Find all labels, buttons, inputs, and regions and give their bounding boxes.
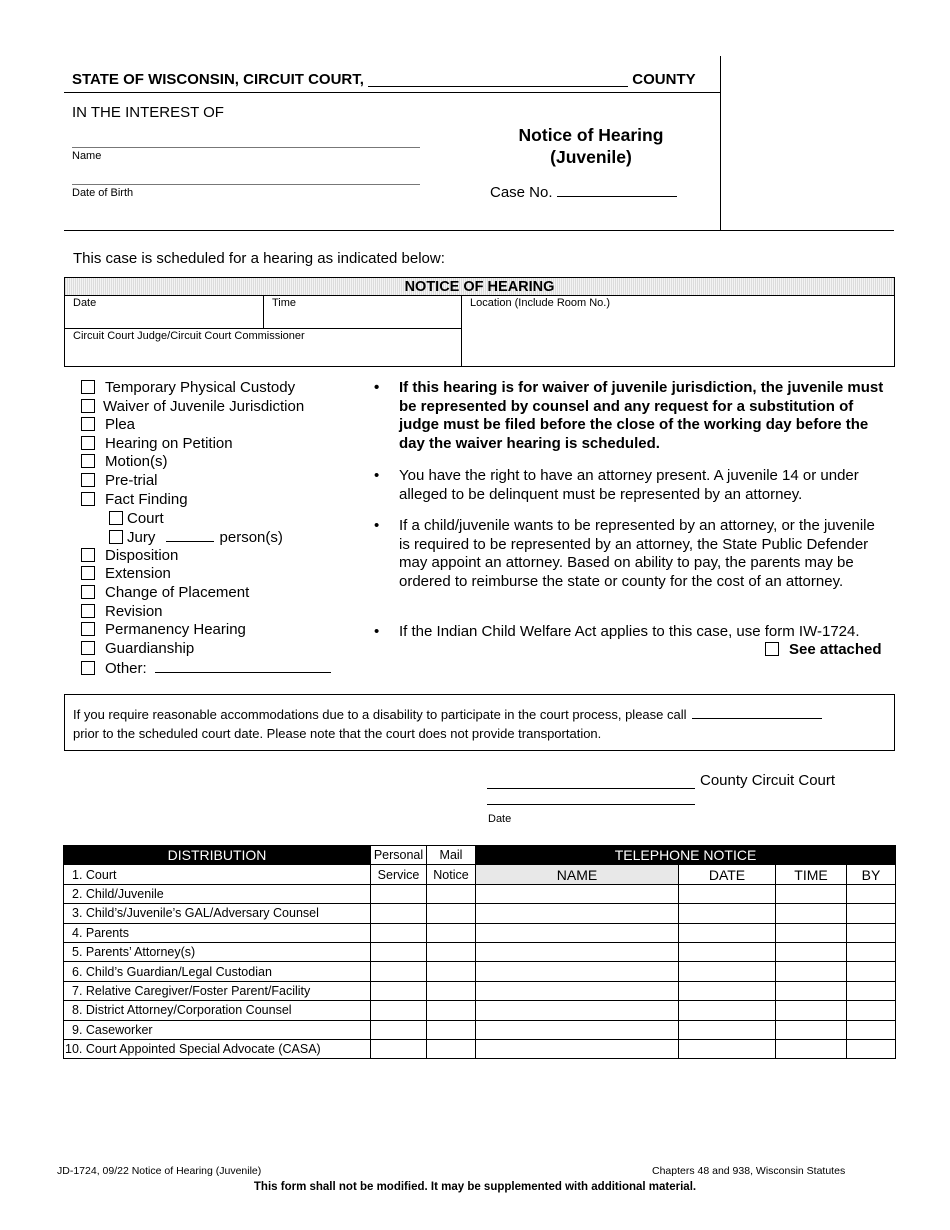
distribution-recipient: 2. Child/Juvenile xyxy=(64,884,371,903)
option-motions[interactable] xyxy=(81,453,168,471)
phone-by-cell[interactable] xyxy=(847,884,896,903)
phone-by-cell[interactable] xyxy=(847,962,896,981)
bullet-icon: • xyxy=(374,467,380,484)
distribution-recipient: 4. Parents xyxy=(64,923,371,942)
mail-notice-header-2: Notice xyxy=(427,865,476,884)
phone-time-cell[interactable] xyxy=(776,884,847,903)
accommodations-box xyxy=(64,694,895,751)
table-row xyxy=(64,962,896,981)
hearing-box xyxy=(64,277,895,367)
personal-service-cell[interactable] xyxy=(371,923,427,942)
distribution-recipient: 3. Child’s/Juvenile’s GAL/Adversary Counsel xyxy=(64,904,371,923)
personal-service-cell[interactable] xyxy=(371,1020,427,1039)
personal-service-header-2: Service xyxy=(371,865,427,884)
phone-name-cell[interactable] xyxy=(476,942,679,961)
accommodations-line1 xyxy=(73,705,894,724)
option-label: Extension xyxy=(105,565,171,582)
see-attached-label: See attached xyxy=(789,641,882,658)
checkbox[interactable] xyxy=(81,604,95,618)
case-no-field[interactable] xyxy=(557,183,677,197)
phone-time-cell[interactable] xyxy=(776,981,847,1000)
dob-field[interactable] xyxy=(72,184,420,185)
hearing-location-field[interactable] xyxy=(462,296,894,366)
county-name-field[interactable] xyxy=(368,71,628,87)
hearing-date-field[interactable] xyxy=(65,296,263,328)
time-column-header: TIME xyxy=(776,865,847,884)
header-bottom-rule xyxy=(64,230,894,231)
option-hearing-on-petition[interactable] xyxy=(81,435,233,453)
phone-name-cell[interactable] xyxy=(476,1039,679,1058)
checkbox[interactable] xyxy=(81,399,95,413)
by-column-header: BY xyxy=(847,865,896,884)
option-label: Plea xyxy=(105,416,136,433)
mail-notice-cell[interactable] xyxy=(427,981,476,1000)
phone-name-cell[interactable] xyxy=(476,904,679,923)
notice-waiver-text: If this hearing is for waiver of juvenile jurisdiction, the juvenile must be represented by counsel and any request for a substitution of judge must be filed before the close of the working day before the day the waiver hearing is scheduled. xyxy=(399,379,884,452)
checkbox[interactable] xyxy=(81,641,95,655)
dob-caption: Date of Birth xyxy=(72,187,134,199)
personal-service-cell[interactable] xyxy=(371,962,427,981)
court-prefix: STATE OF WISCONSIN, CIRCUIT COURT, xyxy=(72,71,364,88)
option-temporary-physical-custody[interactable] xyxy=(81,379,295,397)
mail-notice-cell[interactable] xyxy=(427,923,476,942)
personal-service-cell[interactable] xyxy=(371,904,427,923)
phone-by-cell[interactable] xyxy=(847,923,896,942)
phone-by-cell[interactable] xyxy=(847,904,896,923)
option-label: Motion(s) xyxy=(105,453,168,470)
form-title-line1: Notice of Hearing xyxy=(518,125,664,145)
mail-notice-cell[interactable] xyxy=(427,1039,476,1058)
table-row xyxy=(64,1001,896,1020)
personal-service-cell[interactable] xyxy=(371,884,427,903)
option-label: Other: xyxy=(105,660,147,677)
name-caption: Name xyxy=(72,150,102,162)
phone-time-cell[interactable] xyxy=(776,1001,847,1020)
option-guardianship[interactable] xyxy=(81,640,194,658)
phone-date-cell[interactable] xyxy=(679,1020,776,1039)
option-label: Permanency Hearing xyxy=(105,621,246,638)
option-label: Hearing on Petition xyxy=(105,435,233,452)
table-row xyxy=(64,1039,896,1058)
phone-by-cell[interactable] xyxy=(847,942,896,961)
phone-date-cell[interactable] xyxy=(679,962,776,981)
phone-time-cell[interactable] xyxy=(776,962,847,981)
case-number xyxy=(490,183,677,201)
option-other[interactable] xyxy=(81,659,331,678)
notice-public-defender-text: If a child/juvenile wants to be represented by an attorney, or the juvenile is required to be represented by an attorney, the State Public Defender may appoint an attorney. Based on ability to pay, the parents may be ordered to reimburse the state or county for the cost of an attorney. xyxy=(399,517,875,590)
case-no-label: Case No. xyxy=(490,184,553,201)
option-label: Fact Finding xyxy=(105,491,188,508)
phone-date-cell[interactable] xyxy=(679,942,776,961)
phone-date-cell[interactable] xyxy=(679,904,776,923)
table-row xyxy=(64,942,896,961)
see-attached-option[interactable] xyxy=(765,641,882,659)
phone-name-cell[interactable] xyxy=(476,1020,679,1039)
accommodations-line2: prior to the scheduled court date. Please note that the court does not provide transportation. xyxy=(73,726,602,741)
hearing-judge-field[interactable] xyxy=(65,329,461,366)
jury-count-field[interactable] xyxy=(166,528,214,542)
distribution-recipient: 8. District Attorney/Corporation Counsel xyxy=(64,1001,371,1020)
personal-service-cell[interactable] xyxy=(371,1039,427,1058)
option-pre-trial[interactable] xyxy=(81,472,158,490)
notice-icwa-text: If the Indian Child Welfare Act applies to this case, use form IW-1724. xyxy=(399,623,860,640)
option-disposition[interactable] xyxy=(81,547,178,565)
mail-notice-cell[interactable] xyxy=(427,904,476,923)
form-title xyxy=(480,124,702,168)
phone-by-cell[interactable] xyxy=(847,1020,896,1039)
table-row xyxy=(64,904,896,923)
hearing-judge-label: Circuit Court Judge/Circuit Court Commissioner xyxy=(73,330,305,342)
table-header-row-1 xyxy=(64,846,896,865)
phone-by-cell[interactable] xyxy=(847,1001,896,1020)
other-text-field[interactable] xyxy=(155,659,331,673)
phone-name-cell[interactable] xyxy=(476,884,679,903)
notice-attorney-right-text: You have the right to have an attorney present. A juvenile 14 or under alleged to be delinquent must be represented by an attorney. xyxy=(399,467,859,503)
option-court[interactable] xyxy=(109,510,164,528)
distribution-recipient: 7. Relative Caregiver/Foster Parent/Facility xyxy=(64,981,371,1000)
bullet-icon: • xyxy=(374,379,380,396)
telephone-notice-header: TELEPHONE NOTICE xyxy=(476,846,896,865)
distribution-header: DISTRIBUTION xyxy=(64,846,371,865)
county-circuit-court-label: County Circuit Court xyxy=(700,772,836,789)
checkbox[interactable] xyxy=(109,530,123,544)
checkbox[interactable] xyxy=(109,511,123,525)
phone-by-cell[interactable] xyxy=(847,981,896,1000)
table-row xyxy=(64,1020,896,1039)
name-column-header: NAME xyxy=(476,865,679,884)
option-label: Court xyxy=(127,510,164,527)
mail-notice-cell[interactable] xyxy=(427,1001,476,1020)
phone-by-cell[interactable] xyxy=(847,1039,896,1058)
phone-date-cell[interactable] xyxy=(679,923,776,942)
bullet-icon: • xyxy=(374,517,380,534)
phone-time-cell[interactable] xyxy=(776,942,847,961)
table-row xyxy=(64,981,896,1000)
option-waiver-of-juvenile-jurisdiction[interactable] xyxy=(81,398,304,416)
mail-notice-cell[interactable] xyxy=(427,1020,476,1039)
option-fact-finding[interactable] xyxy=(81,491,188,509)
option-change-of-placement[interactable] xyxy=(81,584,249,602)
personal-service-cell[interactable] xyxy=(371,981,427,1000)
phone-date-cell[interactable] xyxy=(679,884,776,903)
personal-service-cell[interactable] xyxy=(371,942,427,961)
accommodations-phone-field[interactable] xyxy=(692,706,822,719)
hearing-time-label: Time xyxy=(272,297,297,309)
distribution-recipient: 10. Court Appointed Special Advocate (CASA) xyxy=(64,1039,371,1058)
signature-date-field[interactable] xyxy=(487,804,695,805)
date-column-header: DATE xyxy=(679,865,776,884)
persons-label: person(s) xyxy=(219,529,283,546)
checkbox[interactable] xyxy=(81,661,95,675)
table-row xyxy=(64,923,896,942)
phone-time-cell[interactable] xyxy=(776,1039,847,1058)
intro-text: This case is scheduled for a hearing as indicated below: xyxy=(73,250,445,267)
checkbox[interactable] xyxy=(81,566,95,580)
phone-time-cell[interactable] xyxy=(776,904,847,923)
option-label: Revision xyxy=(105,603,163,620)
distribution-table xyxy=(63,845,896,1059)
mail-notice-cell[interactable] xyxy=(427,962,476,981)
phone-name-cell[interactable] xyxy=(476,962,679,981)
option-revision[interactable] xyxy=(81,603,163,621)
distribution-recipient: 5. Parents’ Attorney(s) xyxy=(64,942,371,961)
hearing-time-field[interactable] xyxy=(264,296,461,328)
option-jury[interactable] xyxy=(109,528,283,547)
personal-service-header-1: Personal xyxy=(371,846,427,865)
phone-name-cell[interactable] xyxy=(476,981,679,1000)
hearing-location-label: Location (Include Room No.) xyxy=(470,297,611,309)
distribution-recipient: 9. Caseworker xyxy=(64,1020,371,1039)
checkbox[interactable] xyxy=(81,585,95,599)
court-line-rule xyxy=(64,92,720,93)
option-label: Change of Placement xyxy=(105,584,250,601)
option-label: Jury xyxy=(127,529,156,546)
hearing-date-label: Date xyxy=(73,297,97,309)
footer-disclaimer: This form shall not be modified. It may be supplemented with additional material. xyxy=(253,1181,697,1193)
mail-notice-header-1: Mail xyxy=(427,846,476,865)
phone-date-cell[interactable] xyxy=(679,1001,776,1020)
checkbox[interactable] xyxy=(81,548,95,562)
phone-date-cell[interactable] xyxy=(679,1039,776,1058)
option-label: Waiver of Juvenile Jurisdiction xyxy=(103,398,305,415)
personal-service-cell[interactable] xyxy=(371,1001,427,1020)
option-permanency-hearing[interactable] xyxy=(81,621,246,639)
checkbox[interactable] xyxy=(81,380,95,394)
table-row xyxy=(64,884,896,903)
option-label: Temporary Physical Custody xyxy=(105,379,296,396)
checkbox[interactable] xyxy=(81,436,95,450)
county-circuit-court-field[interactable] xyxy=(487,788,695,789)
option-label: Guardianship xyxy=(105,640,195,657)
phone-name-cell[interactable] xyxy=(476,1001,679,1020)
signature-date-caption: Date xyxy=(488,813,512,825)
phone-time-cell[interactable] xyxy=(776,1020,847,1039)
option-extension[interactable] xyxy=(81,565,171,583)
name-field[interactable] xyxy=(72,147,420,148)
hearing-box-title: NOTICE OF HEARING xyxy=(404,279,555,295)
footer-statutes: Chapters 48 and 938, Wisconsin Statutes xyxy=(652,1165,846,1177)
phone-name-cell[interactable] xyxy=(476,923,679,942)
option-label: Disposition xyxy=(105,547,179,564)
form-title-line2: (Juvenile) xyxy=(550,147,632,167)
accommodations-text: If you require reasonable accommodations due to a disability to participate in the court process, please call xyxy=(73,707,687,722)
checkbox[interactable] xyxy=(81,454,95,468)
checkbox[interactable] xyxy=(81,492,95,506)
phone-date-cell[interactable] xyxy=(679,981,776,1000)
bullet-icon: • xyxy=(374,623,380,640)
county-label: COUNTY xyxy=(632,71,696,88)
phone-time-cell[interactable] xyxy=(776,923,847,942)
distribution-row-court: 1. Court xyxy=(64,865,371,884)
hearing-box-title-bar xyxy=(65,278,894,296)
option-plea[interactable] xyxy=(81,416,135,434)
option-label: Pre-trial xyxy=(105,472,158,489)
header-vertical-divider xyxy=(720,56,721,231)
court-heading xyxy=(72,71,696,88)
checkbox[interactable] xyxy=(81,417,95,431)
mail-notice-cell[interactable] xyxy=(427,942,476,961)
mail-notice-cell[interactable] xyxy=(427,884,476,903)
interest-of-label: IN THE INTEREST OF xyxy=(72,104,224,121)
table-header-row-2 xyxy=(64,865,896,884)
checkbox[interactable] xyxy=(81,622,95,636)
checkbox[interactable] xyxy=(81,473,95,487)
distribution-recipient: 6. Child’s Guardian/Legal Custodian xyxy=(64,962,371,981)
checkbox[interactable] xyxy=(765,642,779,656)
footer-form-id: JD-1724, 09/22 Notice of Hearing (Juvenile) xyxy=(57,1165,262,1177)
